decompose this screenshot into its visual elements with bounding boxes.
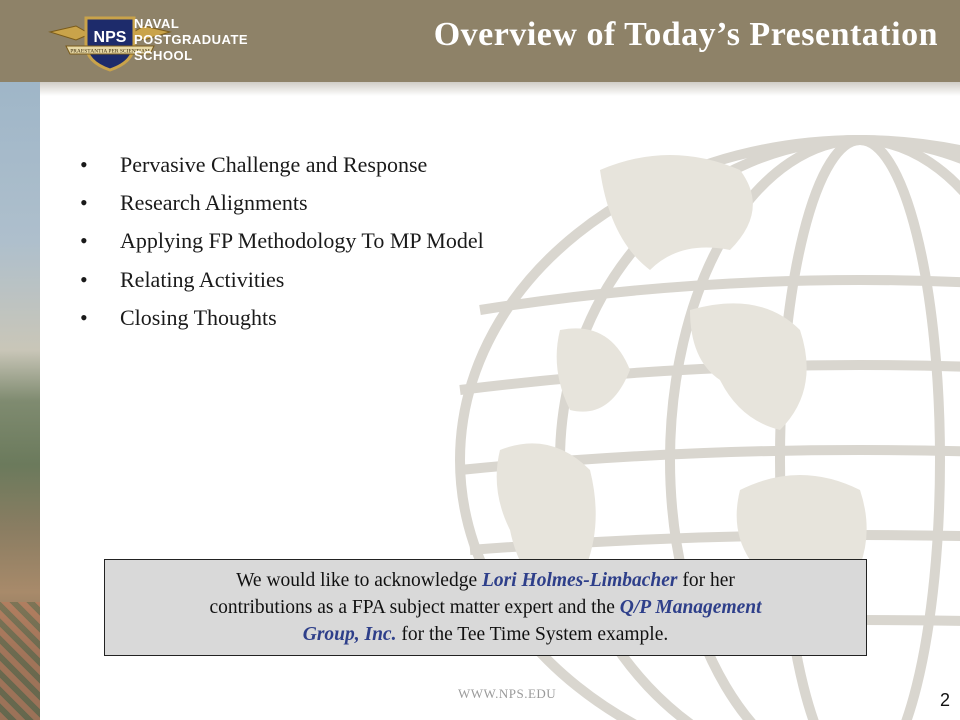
header-shadow <box>40 82 960 96</box>
ack-line-2 <box>105 594 866 621</box>
list-item <box>80 267 484 305</box>
ack-text: for her <box>677 570 735 591</box>
agenda-list <box>80 152 484 343</box>
ack-text: for the Tee Time System example. <box>396 624 669 645</box>
ack-text: We would like to acknowledge <box>236 570 482 591</box>
bullet-marker: • <box>80 228 88 253</box>
logo-line-naval: NAVAL <box>134 16 180 31</box>
ack-line-1 <box>105 567 866 594</box>
list-item <box>80 190 484 228</box>
bullet-marker: • <box>80 152 88 177</box>
ack-company-name: Group, Inc. <box>302 624 397 645</box>
bullet-marker: • <box>80 267 88 292</box>
footer-url: WWW.NPS.EDU <box>458 686 557 701</box>
list-item <box>80 305 484 343</box>
logo-line-postgraduate: POSTGRADUATE <box>134 32 249 47</box>
list-item <box>80 152 484 190</box>
page-number: 2 <box>939 690 950 710</box>
ack-company-name: Q/P Management <box>619 597 762 618</box>
agenda-item-label: Research Alignments <box>120 190 308 215</box>
agenda-item-label: Closing Thoughts <box>120 305 277 330</box>
agenda-item-label: Relating Activities <box>120 267 285 292</box>
campus-photo-strip <box>0 82 40 720</box>
list-item <box>80 228 484 267</box>
bullet-marker: • <box>80 305 88 330</box>
ack-person-name: Lori Holmes-Limbacher <box>481 570 678 591</box>
slide-title: Overview of Today’s Presentation <box>433 16 938 53</box>
agenda-item-label: Pervasive Challenge and Response <box>120 152 428 177</box>
logo-motto: PRAESTANTIA PER SCIENTIAM <box>70 48 150 55</box>
acknowledgement-box <box>104 559 867 656</box>
ack-line-3 <box>105 621 866 648</box>
agenda-item-label: Applying FP Methodology To MP Model <box>120 228 484 253</box>
logo-badge-text: NPS <box>93 29 127 46</box>
bullet-marker: • <box>80 190 88 215</box>
campus-roofs <box>0 602 40 720</box>
ack-text: contributions as a FPA subject matter expert and the <box>209 597 620 618</box>
logo-line-school: SCHOOL <box>134 48 193 63</box>
logo-wordmark <box>134 16 248 64</box>
